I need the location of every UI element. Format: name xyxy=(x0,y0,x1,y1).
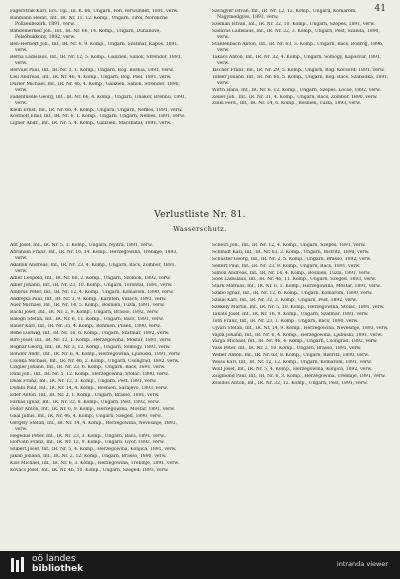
list-entry: Vass Peter, Inf., IR. Nr. 2, 10. Komp., Ungarn, Brassó, 1891, verw. xyxy=(212,346,362,352)
list-entry: Sadaras Ladislaus, Inf., IR. Nr. 22, 3. Komp., Ungarn, Pest, Szanda, 1890, verw. xyxy=(212,28,380,40)
list-entry: Horvath Franz, Inf., IR. Nr. 12, 9. Komp., Ungarn, Győr, 1892, verw. xyxy=(10,440,165,446)
viewer-label[interactable]: intranda viewer xyxy=(336,560,388,568)
list-entry: Bene Ludwig, Inf., IR. Nr. 16, 6. Komp., Ungarn, Szatmár, 1892, verw. xyxy=(10,330,170,336)
list-entry: Schuster Georg, Inf., IR. Nr. 2, 5. Komp., Ungarn, Brassó, 1892, verw. xyxy=(212,256,372,262)
list-entry: Vajda Johann, Inf., IR. Nr. 6, 4. Komp., Herzegowina, Ljubuški, 1891, verw. xyxy=(212,332,383,338)
list-entry: Biro Josef, Inf., IR. Nr. 12, 1. Komp., Herzegowina, Mostar, 1891, verw. xyxy=(10,337,172,343)
list-entry: Savagyer Istvan, Inf., IR. Nr. 12, 12. Komp., Ungarn, Komárom, Nagymedgyes, 1891, verw. xyxy=(212,9,357,21)
list-entry: Abt Josef, Inf., IR. Nr. 5, 1. Komp., Ungarn, Nyitra, 1891, verw. xyxy=(10,243,153,248)
list-entry: Berna Ladislaus, Inf., IR. Nr. 12, 5. Komp., Galizien, Sanok, Strendor, 1893, verw. xyxy=(10,54,182,66)
list-entry: Ujvari Stefan, Inf., IR. Nr. 14, 9. Komp., Herzegowina, Nevesinje, 1893, verw. xyxy=(212,325,389,331)
list-entry: Eder Anton, Inf., IR. Nr. 2, 1. Komp., Ungarn, Brassó, 1891, verw. xyxy=(10,393,160,398)
list-entry: Bauer Karl, Inf., IR. Nr. 35, 4. Komp., Böhmen, Pilsen, 1890, verw. xyxy=(10,324,161,330)
list-entry: Fagerstrak Karl, Ers. Tgl., Ill. K. 66, Ungarn, Fon, verwundet, 1891, verw. xyxy=(10,9,179,14)
list-entry: Gergely Stefan, Inf., IR. Nr. 14, 4. Komp., Herzegowina, Nevesinje, 1893, verw. xyxy=(10,420,177,432)
list-entry: Weber Anton, Inf., IR. Nr. 63, 8. Komp., Ungarn, Bistritz, 1890, verw. xyxy=(212,353,369,359)
list-entry: Takacs Anton, Inf., IR. Nr. 32, 4. Komp., Ungarn, Somogy, Kaposvár, 1891, verw. xyxy=(212,54,382,66)
list-entry: Balogh Stefan, Inf., IR. Nr. 6, 11. Komp., Ungarn, Bács, 1891, verw. xyxy=(10,317,164,323)
top-left-column xyxy=(10,9,188,128)
list-entry: Schmidt Karl, Inf., IR. Nr. 63, 2. Komp., Ungarn, Bistritz, 1890, verw. xyxy=(212,249,370,255)
list-entry: Varga Michael, Inf., IR. Nr. 46, 4. Komp., Ungarn, Csongrád, 1892, verw. xyxy=(212,339,378,345)
list-entry: Auer Michael, Inf., IR. Nr. 14, 5. Komp., Bosnien, Tuzla, 1891, verw. xyxy=(10,303,165,309)
list-entry: Szeman Istvan, Inf., IR. Nr. 32, 10. Komp., Ungarn, Szepes, 1891, verw. xyxy=(212,21,376,27)
list-entry: Fadenfusele Georg, Inf., IR. Nr. 66, 4. Komp., Ungarn, Unakor, Brennu, 1891, verw. xyxy=(10,94,187,106)
list-entry: Alber Johann, Inf., IR. Nr. 23, 10. Komp., Ungarn, Torontál, 1891, verw. xyxy=(10,282,173,288)
library-logo-icon xyxy=(10,556,28,574)
list-entry: Deak Franz, Inf., IR. Nr. 12, 3. Komp., Ungarn, Pest, 1891, verw. xyxy=(10,379,157,385)
list-entry: Stanfenbach Anton, Inf., IR. Nr. 63, 3. Komp., Ungarn, Bács, Bodrog, 1896, verw. xyxy=(212,41,384,53)
list-entry: Abraham Franz, Inf., IR. Nr. 16, 14. Komp., Herzegowina, Trebinje, 1893, verw. xyxy=(10,249,178,261)
list-entry: Toth Franz, Inf., IR. Nr. 23, 1. Komp., Ungarn, Bács, 1890, verw. xyxy=(212,318,359,324)
list-entry: Bandemerkeil Joh., Inf., IR. Nr. 66, 14. Komp., Ungarn, Dunanove, Felsöbukkony, 1892, verw. xyxy=(10,28,161,40)
right-column xyxy=(212,243,390,388)
list-entry: Seifert Paul, Inf., IR. Nr. 23, 9. Komp., Ungarn, Bács, 1891, verw. xyxy=(212,263,361,269)
list-entry: Wolf Josef, Inf., IR. Nr. 5, 4. Komp., Herzegowina, Konjica, 1892, verw. xyxy=(212,367,373,373)
list-entry: Simon Andreas, Inf., IR. Nr. 14, 4. Komp., Bosnien, Tuzla, 1891, verw. xyxy=(212,270,371,276)
list-entry: Fodor Anton, Inf., IR. Nr. 6, 9. Komp., Herzegowina, Mostar, 1891, verw. xyxy=(10,406,175,412)
list-entry: Zeiler Joh., Inf., IR. Nr. 31, 4. Komp., Ungarn, Bács, Zombor, 1890, verw. xyxy=(212,94,378,100)
list-entry: Kovacs Josef, Inf., IR. Nr. 46, 10. Komp., Ungarn, Szeged, 1893, verw. xyxy=(10,468,169,473)
list-entry: Szekely Martin, Inf., IR. Nr. 5, 10. Komp., Herzegowina, Stolac, 1891, verw. xyxy=(212,305,385,311)
list-entry: Zinkl Ferd., Inf., IR. Nr. 14, 6. Komp., Bosnien, Tuzla, 1893, verw. xyxy=(212,101,362,107)
list-entry: Klein Ernst, Inf., IR. Nr. 66, 4. Komp., Ungarn, Ungarn, Nemes, 1891, verw. xyxy=(10,107,183,113)
list-entry: Cell Andreas, Inf., IR. Nr. 46, 4. Komp., Ungarn, Bog. Peel, 1891, verw. xyxy=(10,74,172,80)
list-entry: Farkas Ignaz, Inf., IR. Nr. 32, 8. Komp., Ungarn, Pest, 1892, verw. xyxy=(10,399,160,405)
list-entry: Tischer Franz, Inf., IR. Nr. 29, 5. Komp., Ungarn, Bog. Kocsord, 1891, verw. xyxy=(212,67,385,73)
list-entry: Kosthoff Emil, Inf., IR. Nr. 6, 1. Komp., Ungarn, Ungarn, Nemes, 1891, verw. xyxy=(10,114,185,120)
list-entry: Soos Ladislaus, Inf., IR. Nr. 46, 11. Komp., Ungarn, Szeged, 1893, verw. xyxy=(212,277,377,283)
page-number: 41 xyxy=(374,4,386,14)
list-entry: Bervuel Paul, Inf., IR. Nr. 3, 1. Komp., Ungarn, Bog. Bosnia, 1891, verw. xyxy=(10,67,174,73)
list-entry: Dani Joh., Inf., IR. Nr. 5, 12. Komp., Herzegowina, Stolac, 1890, verw. xyxy=(10,372,169,378)
list-entry: Zsigmond Paul, Inf., IR. Nr. 6, 3. Komp., Herzegowina, Trebinje, 1891, verw. xyxy=(212,373,386,379)
logo-line-2: bibliothek xyxy=(32,564,84,574)
list-entry: Kiss Michael, Inf., IR. Nr. 6, 3. Komp., Herzegowina, Trebinje, 1891, verw. xyxy=(10,461,179,467)
list-entry: Gaal Julius, Inf., IR. Nr. 46, 4. Komp., Ungarn, Szeged, 1890, verw. xyxy=(10,413,162,419)
list-entry: Bognar Georg, Inf., IR. Nr. 3, 12. Komp., Ungarn, Somogy, 1893, verw. xyxy=(10,344,171,350)
list-entry: Takats Josef, Inf., IR. Nr. 16, 9. Komp., Ungarn, Szatmár, 1891, verw. xyxy=(212,311,369,317)
library-logo[interactable] xyxy=(10,554,130,578)
list-entry: Durler Michael, Inf., IR. Nr. 46, 4. Komp., Galizien, Sanok, Strendor, 1896, verw. xyxy=(10,81,180,93)
list-entry: Bachl Josef, Inf., IR. Nr. 2, 9. Komp., Ungarn, Brassó, 1892, verw. xyxy=(10,310,159,316)
list-entry: Andrejka Paul, Inf., IR. Nr. 3, 9. Komp., Kärnten, Villach, 1893, verw. xyxy=(10,296,167,302)
list-entry: Szabo Ignaz, Inf., IR. Nr. 12, 6. Komp., Ungarn, Komárom, 1890, verw. xyxy=(212,291,373,297)
list-entry: Adamik Andreas, Inf., IR. Nr. 23, 4. Komp., Ungarn, Bács, Zombor, 1891, verw. xyxy=(10,262,176,274)
section-subheading: Wasserschutz. xyxy=(173,225,227,233)
list-entry: Stark Mathias, Inf., IR. Nr. 6, 1. Komp., Herzegowina, Mostar, 1891, verw. xyxy=(212,284,381,290)
list-entry: Ambrus Peter, Inf., IR. Nr. 12, 4. Komp., Ungarn, Komárom, 1890, verw. xyxy=(10,289,174,295)
list-entry: Hegedüs Peter, Inf., IR. Nr. 23, 3. Komp., Ungarn, Bács, 1891, verw. xyxy=(10,433,165,439)
list-entry: Scheicl Joh., Inf., IR. Nr. 12, 4. Komp., Ungarn, Szepes, 1891, verw. xyxy=(212,243,366,248)
list-entry: Jakab Johann, Inf., IR. Nr. 2, 12. Komp., Ungarn, Brassó, 1890, verw. xyxy=(10,454,167,460)
list-entry: Tobler Johann, Inf., IR. Nr. 66, 5. Komp., Ungarn, Bog. Bács, Szabadka, 1891, verw. xyxy=(212,74,389,86)
list-entry: Wirth Hans, Inf., IR. Nr. 6, 12. Komp., Ungarn, Szepes, Lőcse, 1892, verw. xyxy=(212,87,381,93)
list-entry: Zsoldos Anton, Inf., IR. Nr. 32, 12. Komp., Ungarn, Pest, 1891, verw. xyxy=(212,380,368,386)
viewer-footer xyxy=(0,551,400,579)
list-entry: Adler Leopold, Inf., IR. Nr. 68, 2. Komp., Ungarn, Szolnok, 1892, verw. xyxy=(10,275,171,281)
list-entry: Dombi Paul, Inf., IR. Nr. 14, 4. Komp., Bosnien, Sarajevo, 1893, verw. xyxy=(10,386,168,392)
section-heading: Verlustliste Nr. 81. xyxy=(154,210,246,220)
list-entry: Szalai Karl, Inf., IR. Nr. 32, 3. Komp., Ungarn, Pest, 1892, verw. xyxy=(212,298,358,304)
logo-line-1: oö landes xyxy=(32,554,76,564)
list-entry: Hubert Josef, Inf., IR. Nr. 5, 4. Komp., Herzegowina, Konjica, 1891, verw. xyxy=(10,447,177,453)
list-entry: Ligner Andr., Inf., IR. Nr. 5, 4. Komp., Galizien, Macsbatal, 1891, verw. xyxy=(10,121,172,127)
list-entry: Banmann Heinr., Inf., IR. Nr. 11. 12. Komp., Ungarn, Tirol, Nördliche Polizenbezirk, 1891, verw. xyxy=(10,15,168,27)
list-entry: Czigler Johann, Inf., IR. Nr. 23, 6. Komp., Ungarn, Bács, 1891, verw. xyxy=(10,365,166,371)
list-entry: Weiss Karl, Inf., IR. Nr. 12, 12. Komp., Ungarn, Komárom, 1891, verw. xyxy=(212,360,372,366)
list-entry: Csonka Michael, Inf., IR. Nr. 46, 2. Komp., Ungarn, Csongrád, 1892, verw. xyxy=(10,358,180,364)
left-column xyxy=(10,243,188,475)
top-right-column xyxy=(212,9,390,108)
list-entry: Bondor Andr., Inf., IR. Nr. 6, 4. Komp., Herzegowina, Ljubuški, 1891, verw. xyxy=(10,351,181,357)
list-entry: Ben-Herbert Joh., Inf., IR. Nr. 6, 9. Komp., Ungarn, Szatmár, Kapos, 1891, verw. xyxy=(10,41,179,53)
